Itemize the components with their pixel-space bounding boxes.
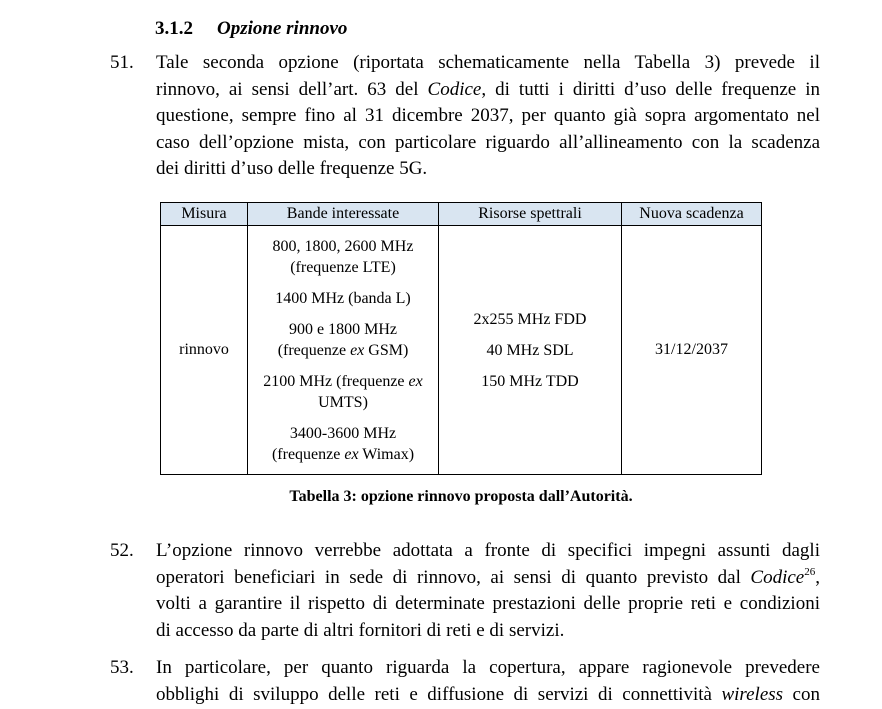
section-number: 3.1.2 [155,18,193,39]
table-3 [160,202,762,475]
paragraph-line: rinnovo, ai sensi dell’art. 63 del Codice, di tutti i diritti d’uso delle frequenze in [156,78,820,100]
paragraph-53 [110,655,820,708]
table-caption: Tabella 3: opzione rinnovo proposta dall’Autorità. [289,488,633,505]
band-2: 1400 MHz (banda L) [275,289,411,307]
header-misura: Misura [161,203,248,226]
band-4-line-1: 2100 MHz (frequenze ex [263,372,423,390]
resource-sdl: 40 MHz SDL [486,341,574,359]
header-risorse: Risorse spettrali [439,203,622,226]
table-row [161,226,762,475]
resource-tdd: 150 MHz TDD [481,372,579,390]
paragraph-number: 51. [110,52,134,73]
header-scadenza: Nuova scadenza [622,203,762,226]
paragraph-line: volti a garantire il rispetto di determinate prestazioni delle proprie reti e condizioni [156,593,820,614]
band-3-line-1: 900 e 1800 MHz [289,320,397,338]
paragraph-line: obblighi di sviluppo delle reti e diffusione di servizi di connettività wireless con [156,683,820,705]
table-header-row [161,203,762,226]
paragraph-number: 53. [110,657,134,678]
paragraph-line: L’opzione rinnovo verrebbe adottata a fronte di specifici impegni assunti dagli [156,540,820,561]
paragraph-line: questione, sempre fino al 31 dicembre 2037, per quanto già sopra argomentato nel [156,105,820,126]
paragraph-line: Tale seconda opzione (riportata schematicamente nella Tabella 3) prevede il [156,52,820,73]
resource-fdd: 2x255 MHz FDD [473,310,587,328]
paragraph-line: In particolare, per quanto riguarda la copertura, appare ragionevole prevedere [156,657,820,678]
paragraph-line: operatori beneficiari in sede di rinnovo, ai sensi di quanto previsto dal Codice$^{26}$, [156,565,820,588]
cell-risorse [439,226,622,475]
cell-scadenza: 31/12/2037 [622,226,762,475]
header-bande: Bande interessate [248,203,439,226]
paragraph-line: dei diritti d’uso delle frequenze 5G. [156,158,428,179]
cell-misura: rinnovo [161,226,248,475]
paragraph-number: 52. [110,540,134,561]
section-title: Opzione rinnovo [217,18,348,39]
band-5-line-2: (frequenze ex Wimax) [271,445,415,463]
footnote-ref[interactable]: 26 [804,565,816,578]
paragraph-52 [110,538,820,644]
band-4-line-2: UMTS) [318,393,368,411]
paragraph-line: caso dell’opzione mista, con particolare riguardo all’allineamento con la scadenza [156,131,820,153]
section-heading [155,18,347,40]
band-1-line-2: (frequenze LTE) [290,258,396,276]
band-3-line-2: (frequenze ex GSM) [277,341,409,359]
paragraph-line: di accesso da parte di altri fornitori di reti e di servizi. [156,619,565,641]
band-5-line-1: 3400-3600 MHz [289,424,397,442]
paragraph-51 [110,50,820,183]
cell-bande [248,226,439,475]
band-1-line-1: 800, 1800, 2600 MHz [272,237,414,255]
